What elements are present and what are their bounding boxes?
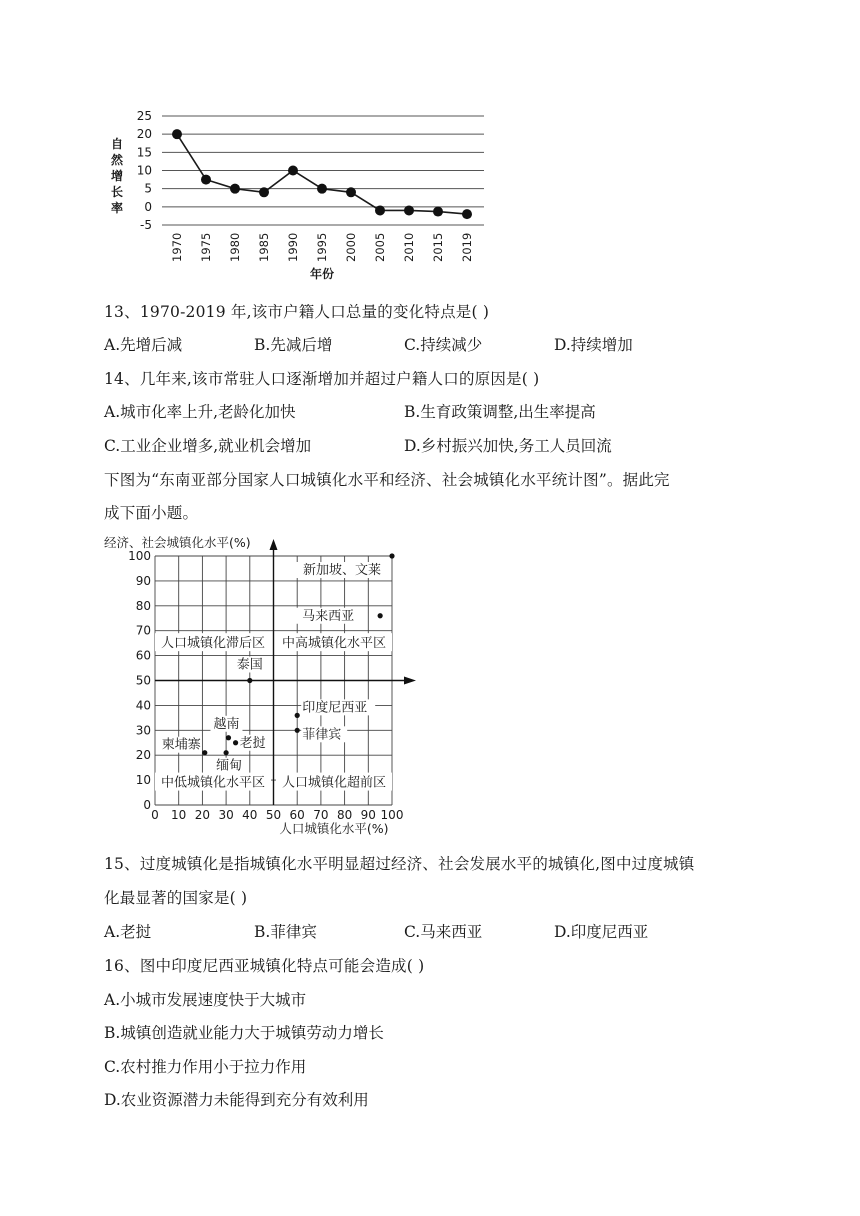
country-point	[389, 553, 394, 558]
q14-option-d[interactable]: D.乡村振兴加快,务工人员回流	[404, 437, 612, 455]
q13-option-a[interactable]: A.先增后减	[104, 336, 183, 354]
point-label: 柬埔寨	[161, 737, 201, 753]
q14-option-b[interactable]: B.生育政策调整,出生率提高	[404, 403, 596, 421]
y-axis-label-char: 率	[110, 201, 124, 215]
question-15-stem-line-1: 15、过度城镇化是指城镇化水平明显超过经济、社会发展水平的城镇化,图中过度城镇	[104, 855, 695, 873]
y-tick-label: 25	[136, 109, 152, 123]
x-axis-label: 年份	[309, 267, 335, 281]
point-label: 越南	[213, 716, 240, 732]
region-label: 中高城镇化水平区	[281, 636, 387, 652]
data-point	[375, 205, 385, 215]
x-tick-label: 1995	[315, 232, 329, 262]
point-label: 印度尼西亚	[302, 700, 368, 716]
q14-option-a[interactable]: A.城市化率上升,老龄化加快	[104, 403, 296, 421]
q16-option-a[interactable]: A.小城市发展速度快于大城市	[104, 991, 307, 1009]
scatter-y-tick: 50	[135, 673, 151, 688]
scatter-x-tick: 40	[242, 808, 258, 822]
region-label: 中低城镇化水平区	[160, 775, 266, 791]
scatter-x-tick: 50	[265, 808, 282, 822]
y-tick-label: 0	[144, 199, 152, 214]
scatter-y-axis-label: 经济、社会城镇化水平(%)	[104, 535, 251, 550]
q13-option-b[interactable]: B.先减后增	[254, 336, 333, 354]
x-tick-label: 2010	[402, 232, 416, 262]
y-tick-label: 15	[136, 145, 152, 160]
x-tick-label: 1975	[199, 232, 213, 262]
y-axis-label	[111, 136, 124, 215]
urbanization-scatter-chart	[0, 528, 860, 840]
q15-option-d[interactable]: D.印度尼西亚	[554, 923, 649, 941]
scatter-y-tick: 20	[135, 748, 151, 763]
scatter-x-tick: 10	[171, 808, 187, 822]
x-tick-labels	[170, 233, 474, 262]
data-point	[201, 175, 211, 185]
y-tick-labels	[137, 109, 152, 232]
scatter-y-tick: 70	[135, 623, 151, 638]
point-label: 新加坡、文莱	[302, 563, 382, 578]
q14-option-c[interactable]: C.工业企业增多,就业机会增加	[104, 437, 312, 455]
country-points	[156, 553, 395, 773]
q15-option-c[interactable]: C.马来西亚	[404, 923, 483, 941]
scatter-y-tick: 80	[135, 598, 151, 613]
scatter-x-tick: 20	[194, 808, 211, 822]
scatter-axes	[155, 539, 416, 805]
x-tick-label: 1980	[228, 232, 242, 262]
question-14-stem: 14、几年来,该市常驻人口逐渐增加并超过户籍人口的原因是( )	[104, 370, 540, 388]
scatter-x-tick-labels	[151, 808, 403, 822]
scatter-y-tick: 10	[135, 773, 151, 788]
y-tick-label: 20	[136, 127, 152, 142]
q15-option-b[interactable]: B.菲律宾	[254, 923, 317, 941]
data-point	[259, 187, 269, 197]
y-axis-label-char: 然	[110, 153, 124, 167]
growth-rate-series-points	[172, 129, 472, 219]
scatter-y-tick: 90	[135, 573, 151, 588]
scatter-x-tick: 30	[218, 808, 234, 822]
question-15-stem-line-2: 化最显著的国家是( )	[104, 889, 248, 907]
scatter-x-tick: 70	[313, 808, 329, 822]
country-point	[295, 713, 300, 718]
intro-line-2: 成下面小题。	[104, 504, 199, 522]
y-axis-label-char: 长	[110, 185, 124, 199]
q13-option-d[interactable]: D.持续增加	[554, 336, 633, 354]
country-point	[378, 613, 383, 618]
country-point	[247, 678, 252, 683]
data-point	[346, 187, 356, 197]
y-tick-label: -5	[140, 218, 152, 232]
country-point	[224, 750, 229, 755]
data-point	[462, 209, 472, 219]
scatter-x-tick: 80	[336, 808, 353, 822]
scatter-y-tick: 30	[135, 723, 151, 738]
region-label: 人口城镇化滞后区	[160, 636, 266, 652]
y-axis-label-char: 增	[110, 169, 124, 183]
x-tick-label: 2015	[431, 232, 445, 262]
growth-rate-line-chart	[0, 0, 860, 290]
q15-option-a[interactable]: A.老挝	[104, 923, 152, 941]
scatter-y-tick-labels	[128, 549, 151, 812]
country-point	[295, 728, 300, 733]
data-point	[317, 184, 327, 194]
region-label: 人口城镇化超前区	[281, 775, 387, 791]
data-point	[288, 166, 298, 176]
point-label: 马来西亚	[302, 608, 355, 624]
scatter-x-tick: 60	[289, 808, 305, 822]
x-tick-label: 2000	[344, 232, 358, 262]
q16-option-d[interactable]: D.农业资源潜力未能得到充分有效利用	[104, 1091, 369, 1109]
x-tick-label: 1990	[286, 232, 300, 262]
x-tick-label: 1970	[170, 232, 184, 262]
point-label: 菲律宾	[302, 727, 342, 743]
growth-rate-series-line	[177, 134, 467, 214]
scatter-x-tick: 100	[380, 808, 404, 822]
scatter-y-tick: 40	[135, 698, 151, 713]
data-point	[230, 184, 240, 194]
y-axis-label-char: 自	[110, 137, 124, 151]
scatter-x-tick: 90	[360, 808, 376, 822]
scatter-y-tick: 100	[128, 549, 151, 563]
y-tick-label: 5	[144, 181, 152, 196]
question-16-stem: 16、图中印度尼西亚城镇化特点可能会造成( )	[104, 957, 425, 975]
x-tick-label: 2019	[460, 232, 474, 262]
q16-option-c[interactable]: C.农村推力作用小于拉力作用	[104, 1058, 307, 1076]
data-point	[404, 205, 414, 215]
point-label: 老挝	[239, 735, 266, 751]
data-point	[433, 207, 443, 217]
scatter-y-tick: 0	[143, 798, 151, 812]
question-13-stem: 13、1970-2019 年,该市户籍人口总量的变化特点是( )	[104, 303, 490, 321]
country-point	[226, 735, 231, 740]
x-tick-label: 2005	[373, 232, 387, 262]
country-point	[202, 750, 207, 755]
arrow-right-icon	[404, 677, 416, 685]
data-point	[172, 129, 182, 139]
point-label: 泰国	[236, 657, 263, 673]
x-tick-label: 1985	[257, 232, 271, 262]
point-label: 缅甸	[216, 758, 243, 774]
intro-line-1: 下图为“东南亚部分国家人口城镇化水平和经济、社会城镇化水平统计图”。据此完	[104, 471, 670, 489]
q13-option-c[interactable]: C.持续减少	[404, 336, 483, 354]
q16-option-b[interactable]: B.城镇创造就业能力大于城镇劳动力增长	[104, 1024, 384, 1042]
scatter-y-tick: 60	[135, 648, 151, 663]
arrow-up-icon	[270, 539, 278, 550]
scatter-x-tick: 0	[151, 808, 159, 822]
scatter-x-axis-label: 人口城镇化水平(%)	[279, 821, 389, 836]
country-point	[233, 740, 238, 745]
y-tick-label: 10	[136, 163, 152, 178]
